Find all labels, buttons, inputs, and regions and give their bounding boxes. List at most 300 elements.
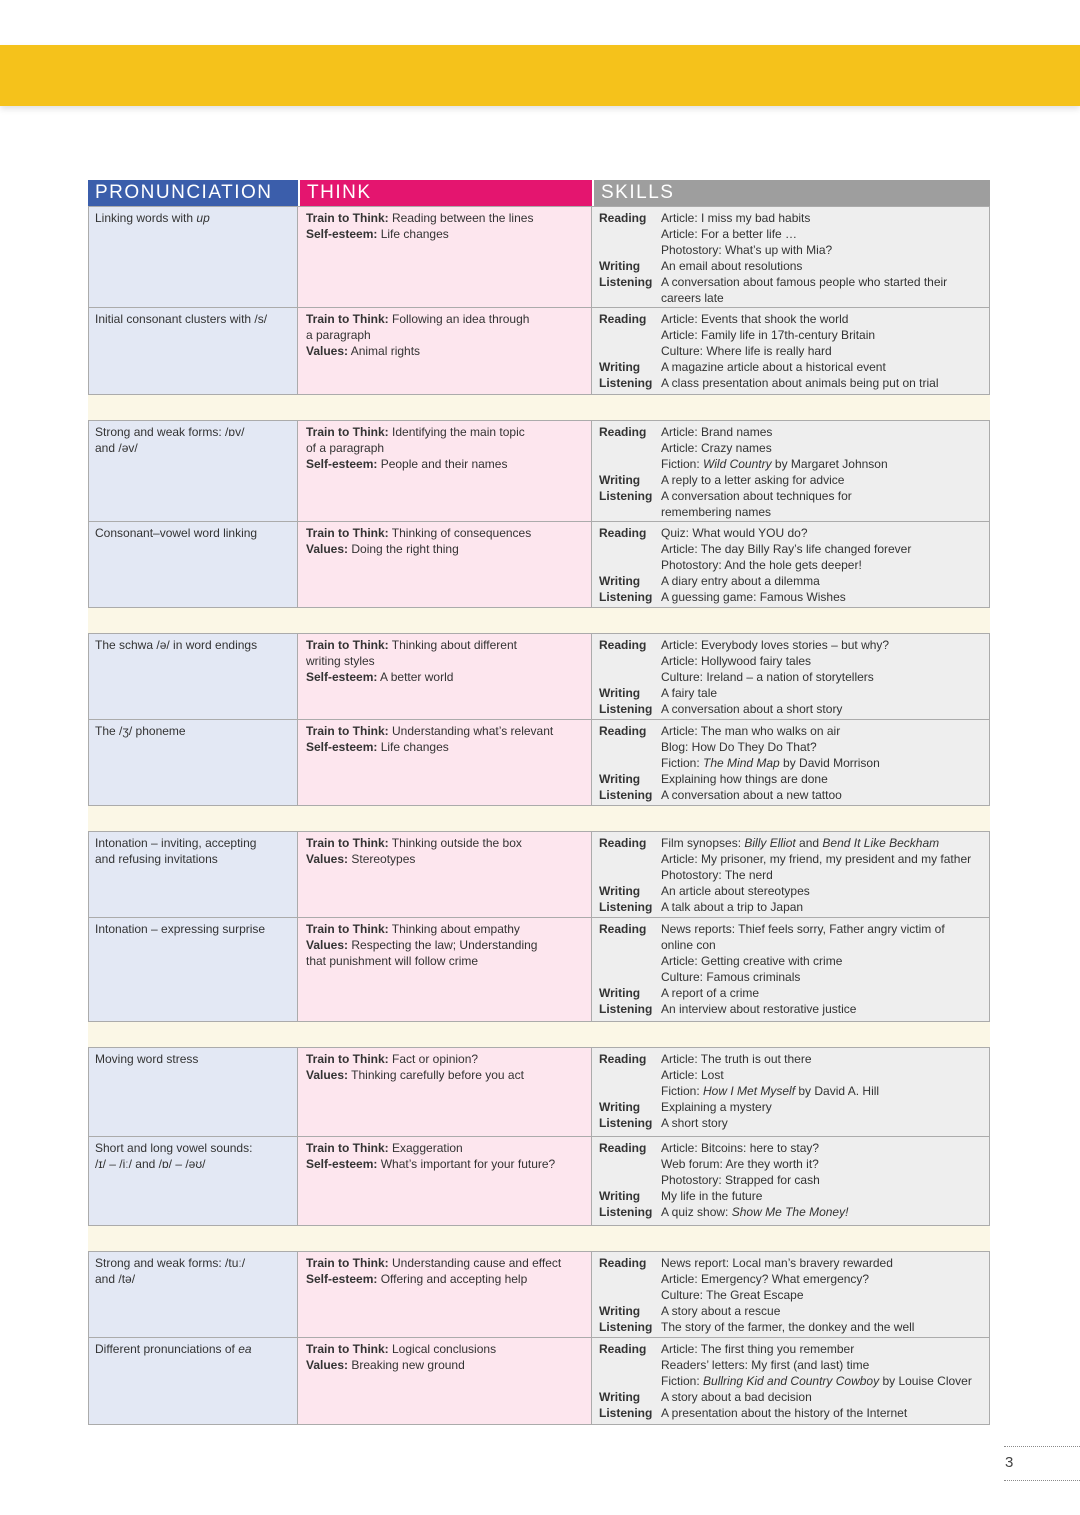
cell-line: The /ʒ/ phoneme <box>95 724 186 738</box>
bold-label: Values: <box>306 344 349 358</box>
italic-title: Bend It Like Beckham <box>822 836 940 850</box>
bold-label: Train to Think: <box>306 211 389 225</box>
skill-items <box>661 589 983 605</box>
cell-line: Strong and weak forms: /tuː/ <box>95 1256 246 1270</box>
skills-cell <box>592 720 990 805</box>
table-row <box>88 1137 990 1226</box>
cell-line: Article: The first thing you remember <box>661 1342 855 1356</box>
table-row <box>88 420 990 522</box>
bold-label: Values: <box>306 938 349 952</box>
skill-items <box>661 573 983 589</box>
bold-label: Self-esteem: <box>306 457 378 471</box>
cell-line: Strong and weak forms: /ɒv/ <box>95 425 245 439</box>
table-row <box>88 720 990 806</box>
bold-label: Train to Think: <box>306 1342 389 1356</box>
skill-group <box>599 1303 983 1319</box>
table-row <box>88 1338 990 1425</box>
skill-group <box>599 1405 983 1421</box>
skill-items <box>661 883 983 899</box>
text-segment: Identifying the main topic <box>388 425 525 439</box>
pronunciation-cell <box>89 207 298 307</box>
bold-label: Train to Think: <box>306 526 389 540</box>
skill-group <box>599 685 983 701</box>
skill-label: Writing <box>599 1100 641 1114</box>
skill-items <box>661 375 983 391</box>
text-segment: Understanding cause and effect <box>388 1256 562 1270</box>
cell-line <box>306 210 585 226</box>
skill-group <box>599 1255 983 1303</box>
cell-line: Article: The truth is out there <box>661 1052 812 1066</box>
cell-line: careers late <box>661 291 724 305</box>
cell-line: An email about resolutions <box>661 259 803 273</box>
pronunciation-cell <box>89 918 298 1021</box>
skill-group <box>599 835 983 883</box>
cell-line: Article: Brand names <box>661 425 773 439</box>
cell-line <box>306 921 585 937</box>
text-segment: Doing the right thing <box>348 542 459 556</box>
cell-line: Readers’ letters: My first (and last) time <box>661 1358 870 1372</box>
unit-block <box>88 1251 990 1425</box>
skill-label: Listening <box>599 590 653 604</box>
text-segment: Fiction: <box>661 756 704 770</box>
skill-label: Reading <box>599 425 647 439</box>
text-segment: Breaking new ground <box>348 1358 465 1372</box>
cell-line: and /əv/ <box>95 441 138 455</box>
skill-label: Reading <box>599 724 647 738</box>
bold-label: Train to Think: <box>306 1141 389 1155</box>
cell-line: A diary entry about a dilemma <box>661 574 820 588</box>
bold-label: Values: <box>306 1358 349 1372</box>
cell-line: A conversation about a new tattoo <box>661 788 842 802</box>
skill-label: Reading <box>599 836 647 850</box>
skill-label: Listening <box>599 1002 653 1016</box>
cell-line <box>306 937 585 953</box>
skill-label: Writing <box>599 473 641 487</box>
skill-label: Listening <box>599 376 653 390</box>
text-segment: Fiction: <box>661 457 704 471</box>
cell-line: Photostory: Strapped for cash <box>661 1173 820 1187</box>
cell-line: A short story <box>661 1116 728 1130</box>
cell-line: Short and long vowel sounds: <box>95 1141 253 1155</box>
skill-items <box>661 1255 983 1303</box>
text-segment: Thinking carefully before you act <box>348 1068 524 1082</box>
cell-line: Article: The day Billy Ray’s life changed forever <box>661 542 912 556</box>
skill-group <box>599 472 983 488</box>
bold-label: Values: <box>306 852 349 866</box>
skill-items <box>661 1341 983 1389</box>
skills-cell <box>592 1252 990 1337</box>
cell-line: A fairy tale <box>661 686 718 700</box>
cell-line: An article about stereotypes <box>661 884 810 898</box>
cell-line: Culture: Famous criminals <box>661 970 801 984</box>
syllabus-table <box>88 180 990 1425</box>
cell-line: News report: Local man’s bravery rewarded <box>661 1256 893 1270</box>
pronunciation-header: PRONUNCIATION <box>88 180 298 206</box>
text-segment: and <box>795 836 823 850</box>
skill-items <box>661 723 983 771</box>
skill-items <box>661 210 983 258</box>
table-row <box>88 633 990 720</box>
skill-label: Reading <box>599 312 647 326</box>
skill-group <box>599 573 983 589</box>
think-cell <box>298 832 592 917</box>
cell-line <box>306 456 585 472</box>
skill-label: Listening <box>599 489 653 503</box>
italic-title: ea <box>238 1342 252 1356</box>
unit-separator <box>88 806 990 831</box>
unit-block <box>88 633 990 806</box>
skill-label: Listening <box>599 275 653 289</box>
pronunciation-cell <box>89 1252 298 1337</box>
text-segment: Different pronunciations of <box>95 1342 239 1356</box>
skill-label: Reading <box>599 526 647 540</box>
skill-label: Reading <box>599 1141 647 1155</box>
skill-group <box>599 375 983 391</box>
cell-line: Quiz: What would YOU do? <box>661 526 808 540</box>
skill-group <box>599 787 983 803</box>
cell-line: Culture: Ireland – a nation of storytellers <box>661 670 874 684</box>
text-segment: Thinking of consequences <box>388 526 532 540</box>
cell-line <box>306 1255 585 1271</box>
cell-line: Intonation – inviting, accepting <box>95 836 257 850</box>
skill-group <box>599 771 983 787</box>
skill-group <box>599 985 983 1001</box>
think-cell <box>298 207 592 307</box>
cell-line <box>306 343 585 359</box>
skills-cell <box>592 832 990 917</box>
cell-line: Intonation – expressing surprise <box>95 922 266 936</box>
cell-line: a paragraph <box>306 328 371 342</box>
cell-line: Article: I miss my bad habits <box>661 211 811 225</box>
cell-line: A class presentation about animals being put on trial <box>661 376 939 390</box>
cell-line: Culture: The Great Escape <box>661 1288 804 1302</box>
italic-title: The Mind Map <box>703 756 780 770</box>
cell-line: writing styles <box>306 654 375 668</box>
text-segment: Linking words with <box>95 211 197 225</box>
table-row <box>88 206 990 308</box>
text-segment: Fiction: <box>661 1084 704 1098</box>
pronunciation-cell <box>89 832 298 917</box>
text-segment: Following an idea through <box>388 312 530 326</box>
think-cell <box>298 1137 592 1225</box>
skill-group <box>599 1001 983 1017</box>
pronunciation-cell <box>89 1137 298 1225</box>
cell-line <box>306 637 585 653</box>
cell-line: A talk about a trip to Japan <box>661 900 804 914</box>
skill-items <box>661 311 983 359</box>
text-segment: Respecting the law; Understanding <box>348 938 538 952</box>
bold-label: Self-esteem: <box>306 1157 378 1171</box>
cell-line <box>306 1051 585 1067</box>
skills-cell <box>592 421 990 521</box>
cell-line: The schwa /ə/ in word endings <box>95 638 258 652</box>
bold-label: Self-esteem: <box>306 740 378 754</box>
table-row <box>88 831 990 918</box>
cell-line: A conversation about techniques for <box>661 489 852 503</box>
cell-line: A story about a bad decision <box>661 1390 812 1404</box>
cell-line <box>306 226 585 242</box>
text-segment: by David Morrison <box>779 756 880 770</box>
cell-line <box>661 1373 983 1389</box>
skill-label: Reading <box>599 1052 647 1066</box>
text-segment: Thinking about empathy <box>388 922 520 936</box>
bold-label: Train to Think: <box>306 836 389 850</box>
skill-group <box>599 1099 983 1115</box>
bold-label: Self-esteem: <box>306 1272 378 1286</box>
skill-group <box>599 1319 983 1335</box>
text-segment: Exaggeration <box>388 1141 463 1155</box>
skill-items <box>661 1319 983 1335</box>
skill-items <box>661 637 983 685</box>
pronunciation-cell <box>89 634 298 719</box>
text-segment: by Margaret Johnson <box>771 457 888 471</box>
pronunciation-cell <box>89 1338 298 1424</box>
cell-line: A conversation about famous people who started their <box>661 275 948 289</box>
unit-block <box>88 420 990 608</box>
cell-line: /ɪ/ – /iː/ and /ɒ/ – /əʊ/ <box>95 1157 206 1171</box>
skill-items <box>661 472 983 488</box>
skill-items <box>661 1303 983 1319</box>
bold-label: Self-esteem: <box>306 670 378 684</box>
skill-group <box>599 1188 983 1204</box>
skill-items <box>661 359 983 375</box>
skill-group <box>599 1115 983 1131</box>
cell-line: A conversation about a short story <box>661 702 843 716</box>
cell-line <box>661 1083 983 1099</box>
skill-label: Writing <box>599 574 641 588</box>
skill-label: Listening <box>599 1116 653 1130</box>
bold-label: Train to Think: <box>306 425 389 439</box>
skill-group <box>599 488 983 520</box>
unit-separator <box>88 608 990 633</box>
cell-line <box>306 739 585 755</box>
skill-label: Writing <box>599 1304 641 1318</box>
cell-line: A magazine article about a historical event <box>661 360 886 374</box>
skill-group <box>599 1341 983 1389</box>
skill-items <box>661 1115 983 1131</box>
text-segment: Reading between the lines <box>388 211 534 225</box>
skill-group <box>599 921 983 985</box>
cell-line: online con <box>661 938 716 952</box>
cell-line: A report of a crime <box>661 986 760 1000</box>
cell-line: A reply to a letter asking for advice <box>661 473 845 487</box>
cell-line <box>306 851 585 867</box>
skill-items <box>661 274 983 306</box>
italic-title: up <box>196 211 210 225</box>
think-cell <box>298 720 592 805</box>
skill-items <box>661 1389 983 1405</box>
skill-group <box>599 1140 983 1188</box>
skill-group <box>599 723 983 771</box>
skills-cell <box>592 1338 990 1424</box>
skill-label: Listening <box>599 1320 653 1334</box>
text-segment: What’s important for your future? <box>377 1157 556 1171</box>
skill-label: Writing <box>599 884 641 898</box>
cell-line <box>306 723 585 739</box>
unit-separator <box>88 1226 990 1251</box>
unit-block <box>88 831 990 1022</box>
cell-line: The story of the farmer, the donkey and the well <box>661 1320 915 1334</box>
skill-items <box>661 899 983 915</box>
italic-title: Billy Elliot <box>744 836 796 850</box>
skill-items <box>661 1188 983 1204</box>
cell-line: Web forum: Are they worth it? <box>661 1157 819 1171</box>
cell-line <box>306 1341 585 1357</box>
skills-cell <box>592 522 990 607</box>
skill-group <box>599 274 983 306</box>
pronunciation-cell <box>89 720 298 805</box>
italic-title: Show Me The Money! <box>731 1205 849 1219</box>
cell-line: Photostory: And the hole gets deeper! <box>661 558 862 572</box>
skill-items <box>661 985 983 1001</box>
bold-label: Train to Think: <box>306 1052 389 1066</box>
text-segment: A quiz show: <box>661 1205 732 1219</box>
page-number: 3 <box>1004 1446 1080 1481</box>
cell-line: Photostory: The nerd <box>661 868 773 882</box>
cell-line <box>95 1341 291 1357</box>
text-segment: Film synopses: <box>661 836 745 850</box>
table-body <box>88 206 990 1425</box>
skill-label: Reading <box>599 638 647 652</box>
bold-label: Train to Think: <box>306 724 389 738</box>
skill-label: Listening <box>599 900 653 914</box>
skill-items <box>661 525 983 573</box>
cell-line: News reports: Thief feels sorry, Father angry victim of <box>661 922 945 936</box>
skills-cell <box>592 634 990 719</box>
skill-label: Writing <box>599 686 641 700</box>
unit-separator <box>88 1022 990 1047</box>
cell-line <box>661 456 983 472</box>
cell-line <box>306 1156 585 1172</box>
cell-line <box>306 669 585 685</box>
skill-group <box>599 899 983 915</box>
text-segment: Understanding what’s relevant <box>388 724 554 738</box>
bold-label: Values: <box>306 1068 349 1082</box>
cell-line: Article: Lost <box>661 1068 724 1082</box>
skill-items <box>661 1051 983 1099</box>
bold-label: Train to Think: <box>306 638 389 652</box>
skill-items <box>661 1140 983 1188</box>
skill-group <box>599 589 983 605</box>
skill-items <box>661 1405 983 1421</box>
cell-line: Article: Crazy names <box>661 441 772 455</box>
cell-line: Article: Everybody loves stories – but why? <box>661 638 890 652</box>
cell-line: Explaining how things are done <box>661 772 828 786</box>
skill-group <box>599 311 983 359</box>
table-row <box>88 308 990 395</box>
bold-label: Values: <box>306 542 349 556</box>
text-segment: People and their names <box>377 457 508 471</box>
cell-line <box>306 311 585 327</box>
text-segment: Thinking outside the box <box>388 836 522 850</box>
skill-label: Writing <box>599 772 641 786</box>
skill-items <box>661 835 983 883</box>
skill-group <box>599 1204 983 1220</box>
think-cell <box>298 522 592 607</box>
think-cell <box>298 1338 592 1424</box>
bold-label: Train to Think: <box>306 1256 389 1270</box>
skill-group <box>599 637 983 685</box>
think-cell <box>298 918 592 1021</box>
cell-line: Article: The man who walks on air <box>661 724 841 738</box>
table-row <box>88 918 990 1022</box>
think-cell <box>298 308 592 394</box>
text-segment: Fiction: <box>661 1374 704 1388</box>
skill-label: Writing <box>599 1390 641 1404</box>
cell-line: and /tə/ <box>95 1272 136 1286</box>
skill-label: Writing <box>599 259 641 273</box>
skill-items <box>661 787 983 803</box>
skill-label: Writing <box>599 1189 641 1203</box>
think-cell <box>298 634 592 719</box>
cell-line: Article: Getting creative with crime <box>661 954 843 968</box>
skill-label: Writing <box>599 360 641 374</box>
pronunciation-cell <box>89 1048 298 1136</box>
text-segment: Offering and accepting help <box>377 1272 528 1286</box>
skills-cell <box>592 1137 990 1225</box>
skill-label: Reading <box>599 1256 647 1270</box>
cell-line: Initial consonant clusters with /s/ <box>95 312 268 326</box>
cell-line <box>306 525 585 541</box>
cell-line <box>306 835 585 851</box>
cell-line <box>661 1204 983 1220</box>
cell-line: Moving word stress <box>95 1052 199 1066</box>
skills-cell <box>592 308 990 394</box>
text-segment: Life changes <box>377 740 449 754</box>
cell-line <box>306 1357 585 1373</box>
skill-label: Listening <box>599 1205 653 1219</box>
cell-line: A presentation about the history of the Internet <box>661 1406 908 1420</box>
skills-header: SKILLS <box>594 180 990 206</box>
skills-cell <box>592 207 990 307</box>
skill-group <box>599 701 983 717</box>
skill-label: Listening <box>599 788 653 802</box>
skill-items <box>661 771 983 787</box>
skill-label: Listening <box>599 702 653 716</box>
cell-line: Consonant–vowel word linking <box>95 526 258 540</box>
text-segment: Thinking about different <box>388 638 517 652</box>
skill-group <box>599 424 983 472</box>
think-cell <box>298 421 592 521</box>
italic-title: How I Met Myself <box>703 1084 796 1098</box>
bold-label: Train to Think: <box>306 312 389 326</box>
cell-line: and refusing invitations <box>95 852 218 866</box>
skill-label: Reading <box>599 211 647 225</box>
italic-title: Wild Country <box>703 457 772 471</box>
skill-label: Reading <box>599 1342 647 1356</box>
italic-title: Bullring Kid and Country Cowboy <box>703 1374 880 1388</box>
skill-label: Listening <box>599 1406 653 1420</box>
skill-group <box>599 525 983 573</box>
think-header: THINK <box>300 180 592 206</box>
text-segment: Animal rights <box>348 344 421 358</box>
table-header <box>88 180 990 206</box>
unit-separator <box>88 395 990 420</box>
skill-items <box>661 488 983 520</box>
top-banner <box>0 45 1080 106</box>
cell-line: Photostory: What’s up with Mia? <box>661 243 833 257</box>
skill-group <box>599 883 983 899</box>
cell-line: Article: Family life in 17th-century Britain <box>661 328 876 342</box>
cell-line <box>661 835 983 851</box>
table-row <box>88 522 990 608</box>
unit-block <box>88 206 990 395</box>
cell-line: Culture: Where life is really hard <box>661 344 832 358</box>
cell-line <box>95 210 291 226</box>
text-segment: Fact or opinion? <box>388 1052 479 1066</box>
skill-items <box>661 701 983 717</box>
skill-group <box>599 210 983 258</box>
